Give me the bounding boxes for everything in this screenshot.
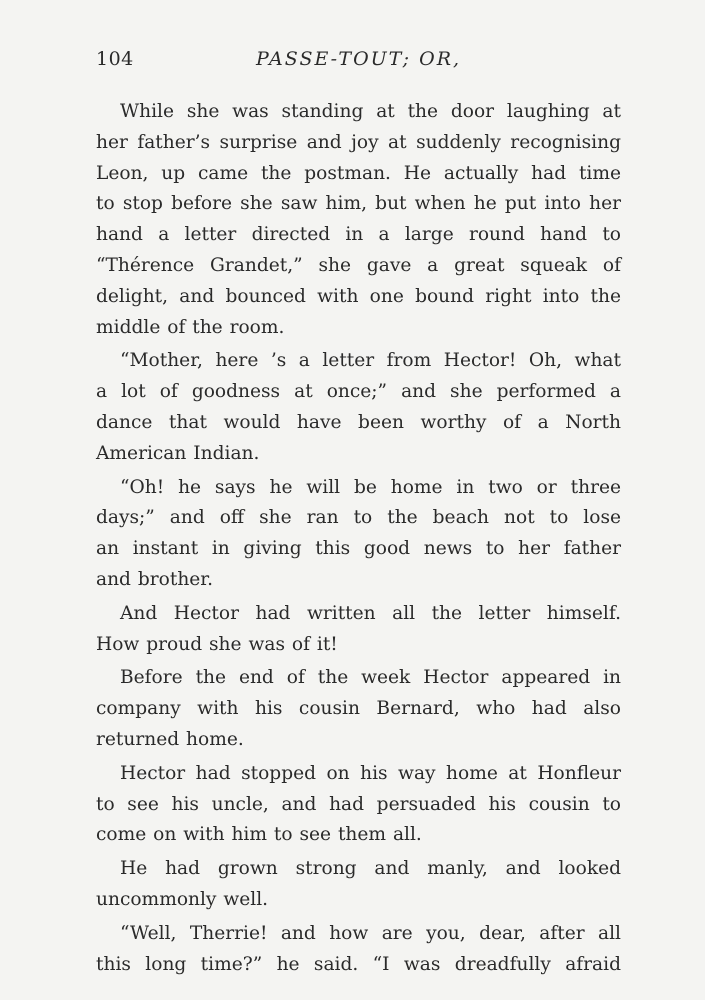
paragraph	[96, 919, 621, 981]
text-line: to see his uncle, and had persuaded his cousin to	[96, 793, 621, 815]
text-line: uncommonly well.	[96, 888, 269, 910]
text-line: company with his cousin Bernard, who had also	[96, 698, 621, 720]
paragraph	[96, 97, 621, 343]
text-line: He had grown strong and manly, and looked	[120, 858, 621, 880]
paragraph	[96, 473, 621, 596]
paragraph	[96, 854, 621, 916]
text-line: How proud she was of it!	[96, 633, 338, 655]
text-line: days;” and off she ran to the beach not to lose	[96, 507, 621, 529]
text-line: to stop before she saw him, but when he put into her	[96, 193, 621, 215]
paragraph	[96, 346, 621, 469]
text-line: a lot of goodness at once;” and she performed a	[96, 381, 621, 403]
body-text	[96, 97, 621, 983]
text-line: “Oh! he says he will be home in two or three	[120, 476, 621, 498]
page-header	[96, 48, 626, 76]
text-line: dance that would have been worthy of a North	[96, 411, 621, 433]
text-line: Before the end of the week Hector appeared in	[120, 667, 621, 689]
text-line: returned home.	[96, 728, 244, 750]
text-line: And Hector had written all the letter himself.	[120, 602, 621, 624]
page-number: 104	[96, 48, 134, 70]
text-line: delight, and bounced with one bound right into the	[96, 285, 621, 307]
text-line: “Mother, here ’s a letter from Hector! Oh, what	[120, 350, 621, 372]
text-line: this long time?” he said. “I was dreadfully afraid	[96, 953, 621, 975]
text-line: While she was standing at the door laughing at	[120, 101, 621, 122]
text-line: an instant in giving this good news to her father	[96, 538, 621, 560]
text-line: American Indian.	[96, 442, 260, 464]
text-line: and brother.	[96, 568, 214, 590]
text-line: middle of the room.	[96, 316, 285, 338]
paragraph	[96, 599, 621, 661]
paragraph	[96, 759, 621, 851]
paragraph	[96, 663, 621, 755]
running-title: PASSE-TOUT; OR,	[256, 48, 462, 70]
text-line: Hector had stopped on his way home at Honfleur	[120, 762, 621, 784]
text-line: hand a letter directed in a large round hand to	[96, 224, 621, 246]
text-line: her father’s surprise and joy at suddenly recognising	[96, 131, 621, 153]
text-line: Leon, up came the postman. He actually had time	[96, 162, 621, 184]
text-line: come on with him to see them all.	[96, 824, 422, 846]
text-line: “Thérence Grandet,” she gave a great squeak of	[96, 254, 621, 276]
text-line: “Well, Therrie! and how are you, dear, after all	[120, 922, 621, 944]
